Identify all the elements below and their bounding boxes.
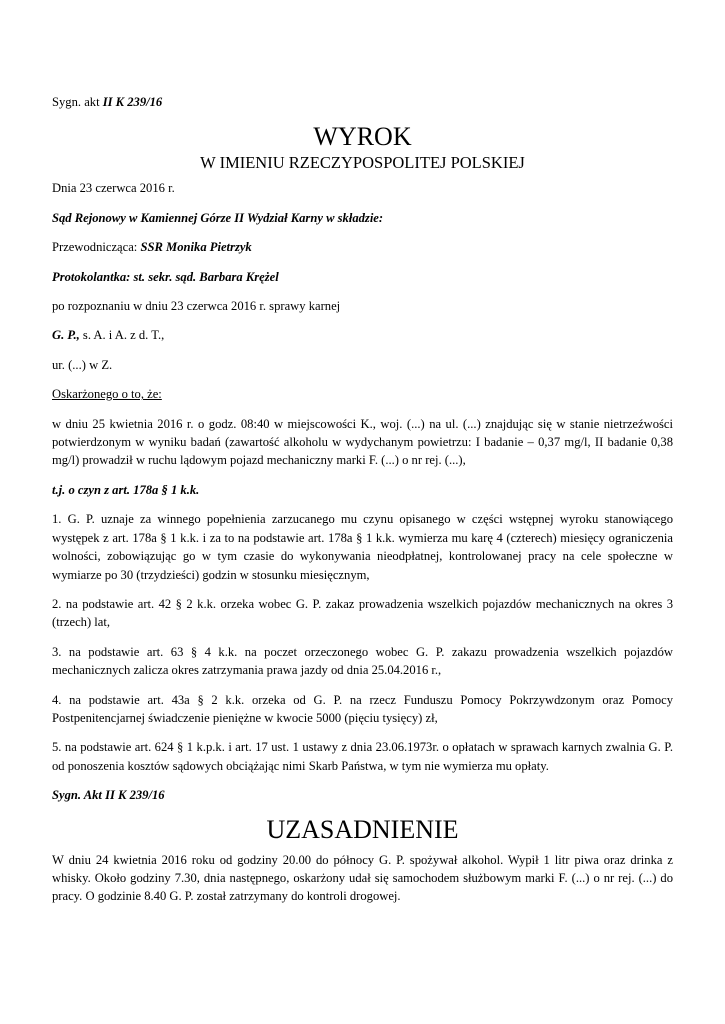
defendant-parents: s. A. i A. z d. T.,	[79, 328, 165, 343]
ruling-item: 4. na podstawie art. 43a § 2 k.k. orzeka od G. P. na rzecz Funduszu Pomocy Pokrzywdzonym oraz Pomocy Postpenitencjarnej świadczenie pieniężne w kwocie 5000 (pięciu tysięcy) zł,	[52, 692, 673, 725]
ruling-item: 2. na podstawie art. 42 § 2 k.k. orzeka wobec G. P. zakaz prowadzenia wszelkich pojazdów mechanicznych na okres 3 (trzech) lat,	[52, 596, 673, 630]
hearing-line: po rozpoznaniu w dniu 23 czerwca 2016 r. sprawy karnej	[52, 299, 341, 314]
defendant-name: G. P.,	[52, 328, 80, 343]
document-title: WYROK	[313, 122, 412, 152]
justification-title: UZASADNIENIE	[266, 814, 459, 844]
date-line: Dnia 23 czerwca 2016 r.	[52, 181, 175, 196]
charge-article: t.j. o czyn z art. 178a § 1 k.k.	[52, 482, 200, 497]
charge-text: w dniu 25 kwietnia 2016 r. o godz. 08:40 w miejscowości K., woj. (...) na ul. (...) znajdując się w stanie nietrzeźwości potwierdzonym w wyniku badań (zawartość alkoholu w wydychanym powietrzu: I badanie – 0,37 mg/l, II badanie 0,38 mg/l) prowadził w ruchu lądowym pojazd mechaniczny marki F. (...) o nr rej. (...),	[52, 416, 673, 468]
presiding-judge	[52, 238, 673, 256]
case-signature-number: II K 239/16	[102, 95, 163, 109]
court-composition: Sąd Rejonowy w Kamiennej Górze II Wydział Karny w składzie:	[52, 210, 384, 225]
presiding-label: Przewodnicząca:	[52, 240, 141, 255]
ruling-item: 1. G. P. uznaje za winnego popełnienia zarzucanego mu czynu opisanego w części wstępnej wyroku stanowiącego występek z art. 178a § 1 k.k. i za to na podstawie art. 178a § 1 k.k. wymierza mu karę 4 (czterech) miesięcy ograniczenia wolności, zobowiązując go w tym czasie do wykonywania nieodpłatnej, kontrolowanej pracy na cele społeczne w wymiarze po 30 (trzydzieści) godzin w stosunku miesięcznym,	[52, 512, 673, 582]
defendant-line	[52, 326, 673, 344]
ruling-item: 3. na podstawie art. 63 § 4 k.k. na poczet orzeczonego wobec G. P. zakazu prowadzenia wszelkich pojazdów mechanicznych zalicza okres zatrzymania prawa jazdy od dnia 25.04.2016 r.,	[52, 644, 673, 678]
presiding-name: SSR Monika Pietrzyk	[140, 240, 252, 255]
case-signature-2: Sygn. Akt II K 239/16	[52, 788, 165, 803]
accused-heading: Oskarżonego o to, że:	[52, 387, 162, 402]
justification-text: W dniu 24 kwietnia 2016 roku od godziny 20.00 do północy G. P. spożywał alkohol. Wypił 1 litr piwa oraz drinka z whisky. Około godziny 7.30, dnia następnego, oskarżony udał się samochodem służbowym marki F. (...) o nr rej. (...) do pracy. O godzinie 8.40 G. P. został zatrzymany do kontroli drogowej.	[52, 852, 673, 904]
case-signature-prefix: Sygn. akt	[52, 95, 103, 109]
document-subtitle: W IMIENIU RZECZYPOSPOLITEJ POLSKIEJ	[200, 153, 525, 173]
court-clerk: Protokolantka: st. sekr. sąd. Barbara Krężel	[52, 269, 279, 284]
case-signature	[52, 93, 673, 111]
birth-line: ur. (...) w Z.	[52, 357, 113, 372]
ruling-item: 5. na podstawie art. 624 § 1 k.p.k. i art. 17 ust. 1 ustawy z dnia 23.06.1973r. o opłatach w sprawach karnych zwalnia G. P. od ponoszenia kosztów sądowych obciążając nimi Skarb Państwa, w tym nie wymierza mu opłaty.	[52, 740, 673, 773]
